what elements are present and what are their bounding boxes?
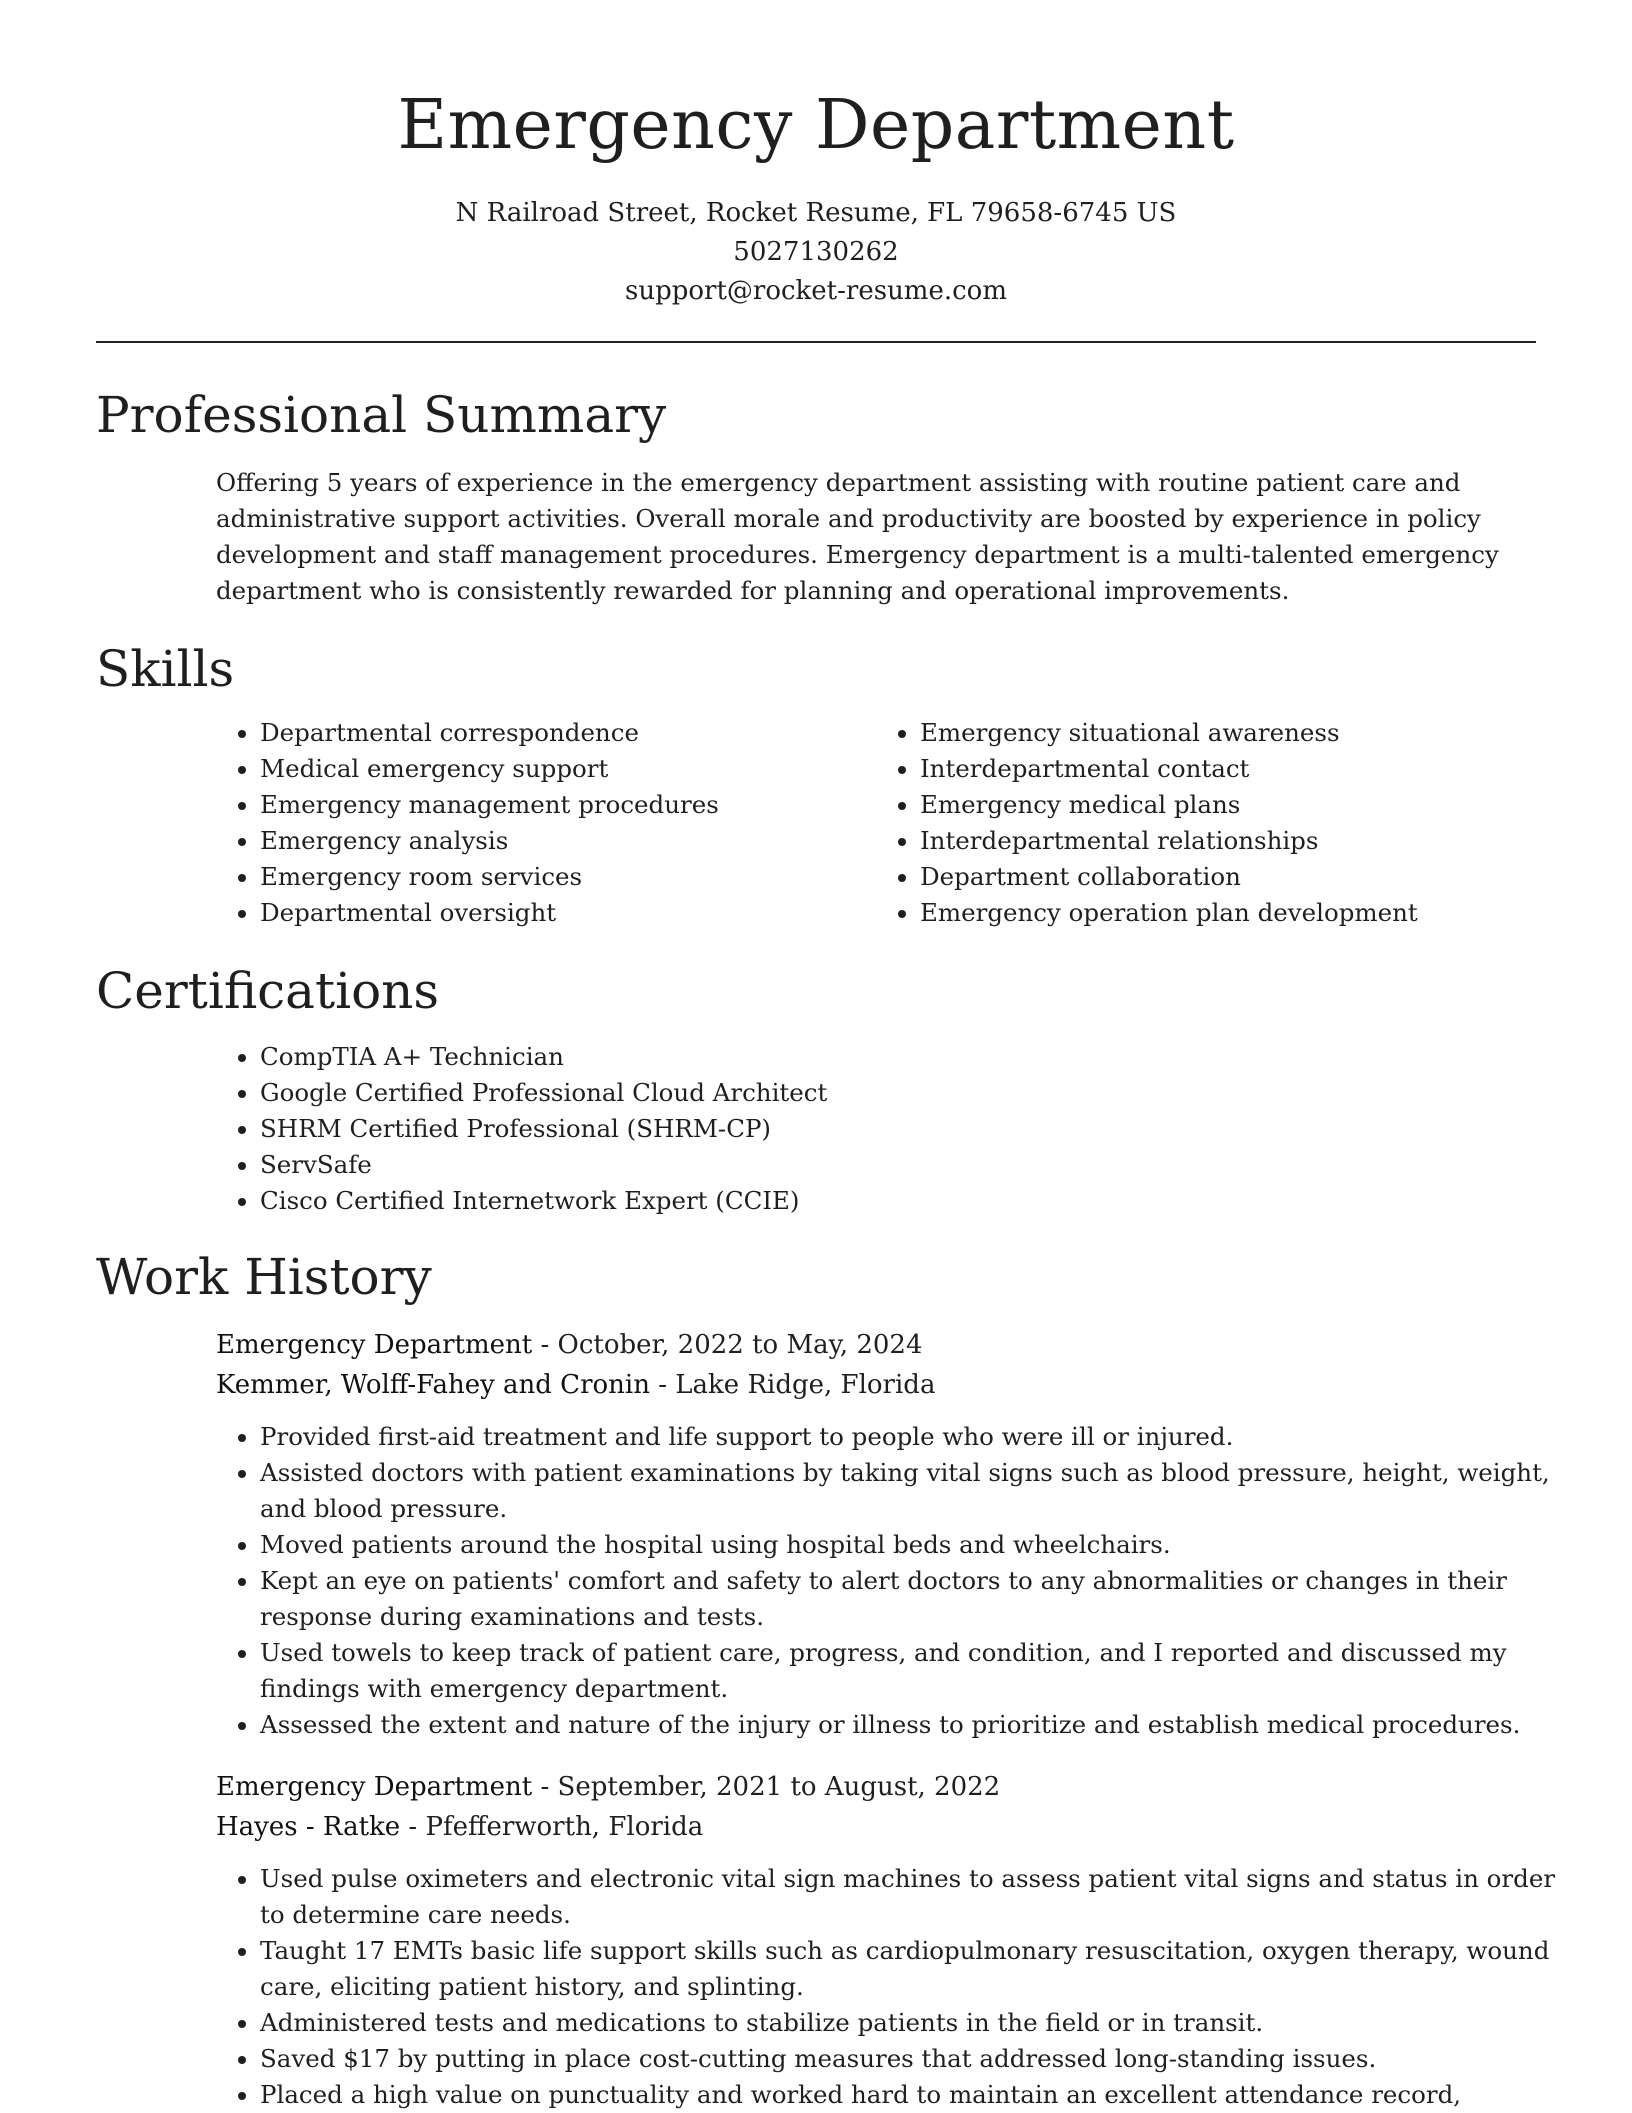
contact-email: support@rocket-resume.com — [624, 276, 1007, 306]
job-dates: - September, 2021 to August, 2022 — [532, 1772, 1001, 1802]
job-bullet: • Moved patients around the hospital using hospital beds and wheelchairs. — [260, 1527, 1580, 1563]
certification-item: • ServSafe — [260, 1147, 1536, 1183]
work-history-heading: Work History — [96, 1248, 432, 1306]
skill-item: • Emergency situational awareness — [920, 715, 1536, 751]
job-title-line — [216, 1325, 1536, 1365]
skill-item: • Interdepartmental contact — [920, 751, 1536, 787]
job-entry — [216, 1767, 1556, 2113]
skill-item: • Emergency analysis — [260, 823, 876, 859]
contact-address: N Railroad Street, Rocket Resume, FL 79658-6745 US — [455, 198, 1177, 228]
skill-item: • Interdepartmental relationships — [920, 823, 1536, 859]
job-bullet: • Kept an eye on patients' comfort and safety to alert doctors to any abnormalities or changes in their response during examinations and tests. — [260, 1563, 1580, 1635]
job-title: Emergency Department — [216, 1330, 533, 1360]
resume-page — [96, 0, 1556, 2113]
skills-heading: Skills — [96, 640, 235, 698]
job-bullets — [216, 1419, 1580, 1743]
certifications-list — [216, 1039, 1536, 1219]
job-bullet: • Placed a high value on punctuality and worked hard to maintain an excellent attendance record, — [260, 2077, 1580, 2113]
contact-phone: 5027130262 — [733, 237, 899, 267]
job-dates: - October, 2022 to May, 2024 — [532, 1330, 923, 1360]
skills-list-left — [216, 715, 876, 931]
job-bullets — [216, 1861, 1580, 2113]
job-location: - Pfefferworth, Florida — [400, 1812, 704, 1842]
job-bullet: • Used pulse oximeters and electronic vital sign machines to assess patient vital signs and status in order to determine care needs. — [260, 1861, 1580, 1933]
certification-item: • SHRM Certified Professional (SHRM-CP) — [260, 1111, 1536, 1147]
certification-item: • CompTIA A+ Technician — [260, 1039, 1536, 1075]
job-company-line — [216, 1807, 1536, 1847]
job-title: Emergency Department — [216, 1772, 533, 1802]
candidate-name: Emergency Department — [397, 86, 1235, 165]
job-bullet: • Assisted doctors with patient examinations by taking vital signs such as blood pressure, height, weight, and blood pressure. — [260, 1455, 1580, 1527]
job-location: - Lake Ridge, Florida — [649, 1370, 936, 1400]
skill-item: • Department collaboration — [920, 859, 1536, 895]
job-bullet: • Assessed the extent and nature of the injury or illness to prioritize and establish medical procedures. — [260, 1707, 1580, 1743]
job-bullet: • Provided first-aid treatment and life support to people who were ill or injured. — [260, 1419, 1580, 1455]
skill-item: • Emergency room services — [260, 859, 876, 895]
skill-item: • Medical emergency support — [260, 751, 876, 787]
job-title-line — [216, 1767, 1536, 1807]
job-company: Kemmer, Wolff-Fahey and Cronin — [216, 1370, 650, 1400]
job-bullet: • Taught 17 EMTs basic life support skills such as cardiopulmonary resuscitation, oxygen therapy, wound care, eliciting patient history, and splinting. — [260, 1933, 1580, 2005]
skill-item: • Emergency management procedures — [260, 787, 876, 823]
job-company-line — [216, 1365, 1536, 1405]
work-history-section — [96, 1247, 1556, 2113]
skill-item: • Emergency operation plan development — [920, 895, 1536, 931]
job-company: Hayes - Ratke — [216, 1812, 401, 1842]
skill-item: • Emergency medical plans — [920, 787, 1536, 823]
skill-item: • Departmental oversight — [260, 895, 876, 931]
job-bullet: • Saved $17 by putting in place cost-cutting measures that addressed long-standing issues. — [260, 2041, 1580, 2077]
job-bullet: • Administered tests and medications to stabilize patients in the field or in transit. — [260, 2005, 1580, 2041]
certification-item: • Google Certified Professional Cloud Architect — [260, 1075, 1536, 1111]
certification-item: • Cisco Certified Internetwork Expert (CCIE) — [260, 1183, 1536, 1219]
certifications-section — [96, 961, 1536, 1219]
header-divider — [96, 341, 1536, 343]
summary-section — [96, 385, 1536, 609]
job-entry — [216, 1325, 1550, 1743]
certifications-heading: Certifications — [96, 962, 440, 1020]
job-bullet: • Used towels to keep track of patient care, progress, and condition, and I reported and discussed my findings with emergency department. — [260, 1635, 1580, 1707]
skill-item: • Departmental correspondence — [260, 715, 876, 751]
skills-section — [96, 639, 1536, 931]
summary-heading: Professional Summary — [96, 386, 667, 444]
summary-text: Offering 5 years of experience in the emergency department assisting with routine patient care and administrative support activities. Overall morale and productivity are boosted by experience in policy development and staff management procedures. Emergency department is a multi-talented emergency department who is consistently rewarded for planning and operational improvements. — [216, 468, 1499, 605]
skills-list-right — [876, 715, 1536, 931]
contact-block — [96, 194, 1536, 311]
skills-columns — [216, 715, 1536, 931]
